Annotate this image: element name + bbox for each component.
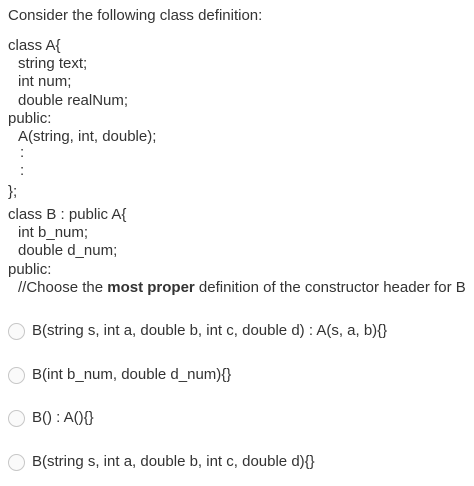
comment-prefix: //Choose the — [18, 278, 108, 296]
comment-emphasis: most proper — [107, 278, 195, 296]
radio-button[interactable] — [8, 454, 25, 471]
answer-option-label: B(string s, int a, double b, int c, double d){} — [32, 453, 315, 470]
answer-option-label: B(int b_num, double d_num){} — [32, 366, 232, 383]
answer-option-label: B(string s, int a, double b, int c, double d) : A(s, a, b){} — [32, 322, 388, 339]
class-a-public: public: — [8, 109, 52, 127]
class-b-header: class B : public A{ — [8, 206, 127, 223]
class-a-code — [8, 37, 156, 201]
radio-button[interactable] — [8, 367, 25, 384]
answer-option[interactable] — [8, 320, 387, 342]
radio-button[interactable] — [8, 410, 25, 427]
comment-suffix: definition of the constructor header for B — [194, 278, 466, 296]
class-a-member: int num; — [18, 73, 72, 91]
class-a-closing: }; — [8, 182, 18, 200]
class-a-member: string text; — [18, 55, 88, 73]
ellipsis-dot: : — [20, 162, 25, 180]
answer-option[interactable] — [8, 451, 315, 473]
class-b-code — [8, 206, 466, 297]
question-prompt: Consider the following class definition: — [8, 7, 263, 24]
class-b-member: double d_num; — [18, 242, 118, 260]
question-comment — [8, 279, 466, 297]
class-a-member: double realNum; — [18, 91, 129, 109]
ellipsis-dot: : — [20, 144, 25, 162]
class-b-member: int b_num; — [18, 224, 89, 242]
answer-option-label: B() : A(){} — [32, 409, 94, 426]
class-a-constructor: A(string, int, double); — [18, 127, 157, 145]
class-a-header: class A{ — [8, 37, 61, 54]
answer-option[interactable] — [8, 364, 231, 386]
answer-option[interactable] — [8, 407, 94, 429]
radio-button[interactable] — [8, 323, 25, 340]
class-b-public: public: — [8, 260, 52, 278]
